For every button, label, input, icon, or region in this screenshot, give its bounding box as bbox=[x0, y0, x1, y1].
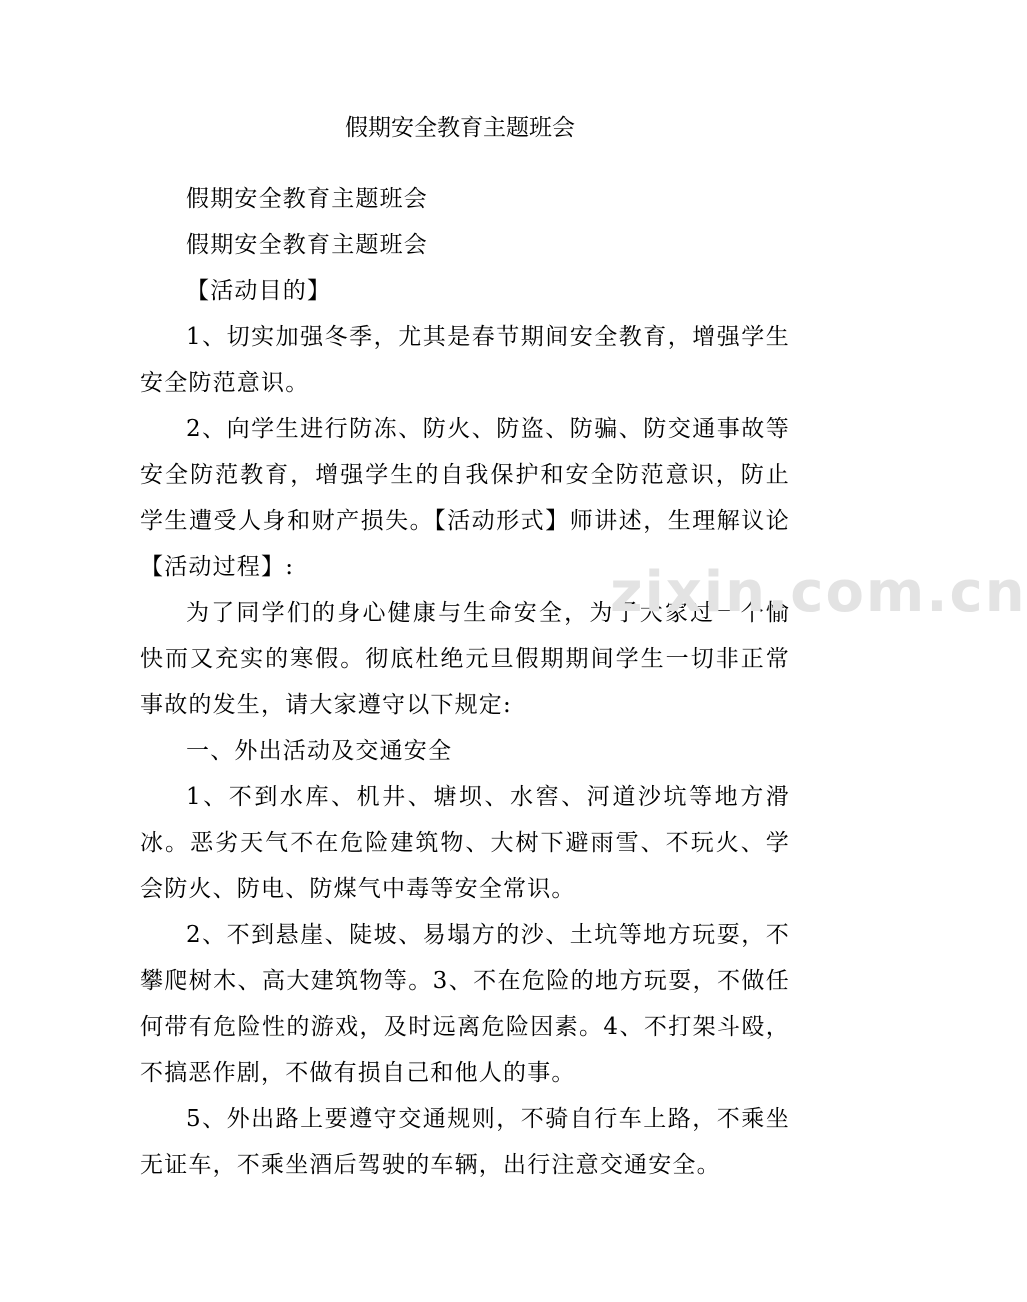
paragraph-rule-2-4: 2、不到悬崖、陡坡、易塌方的沙、土坑等地方玩耍，不攀爬树木、高大建筑物等。3、不在危险的地方玩耍，不做任何带有危险性的游戏，及时远离危险因素。4、不打架斗殴，不搞恶作剧，不做有损自己和他人的事。 bbox=[140, 922, 790, 1086]
paragraph-purpose-2: 2、向学生进行防冻、防火、防盗、防骗、防交通事故等安全防范教育，增强学生的自我保护和安全防范意识，防止学生遭受人身和财产损失。【活动形式】师讲述，生理解议论【活动过程】: bbox=[140, 416, 790, 580]
paragraph-rule-5: 5、外出路上要遵守交通规则，不骑自行车上路，不乘坐无证车，不乘坐酒后驾驶的车辆，出行注意交通安全。 bbox=[140, 1106, 790, 1178]
paragraph-intro: 为了同学们的身心健康与生命安全，为了大家过一个愉快而又充实的寒假。彻底杜绝元旦假期期间学生一切非正常事故的发生，请大家遵守以下规定: bbox=[140, 600, 790, 718]
paragraph-activity-purpose-heading: 【活动目的】 bbox=[186, 278, 332, 304]
document-body bbox=[140, 176, 790, 1188]
paragraph-rule-1: 1、不到水库、机井、塘坝、水窖、河道沙坑等地方滑冰。恶劣天气不在危险建筑物、大树下避雨雪、不玩火、学会防火、防电、防煤气中毒等安全常识。 bbox=[140, 784, 790, 902]
document-title: 假期安全教育主题班会 bbox=[345, 115, 575, 141]
paragraph-section-heading: 一、外出活动及交通安全 bbox=[186, 738, 453, 764]
paragraph-subtitle-1: 假期安全教育主题班会 bbox=[186, 186, 428, 212]
paragraph-purpose-1: 1、切实加强冬季，尤其是春节期间安全教育，增强学生安全防范意识。 bbox=[140, 324, 790, 396]
paragraph-subtitle-2: 假期安全教育主题班会 bbox=[186, 232, 428, 258]
watermark: zixin.com.cn bbox=[610, 560, 1027, 625]
